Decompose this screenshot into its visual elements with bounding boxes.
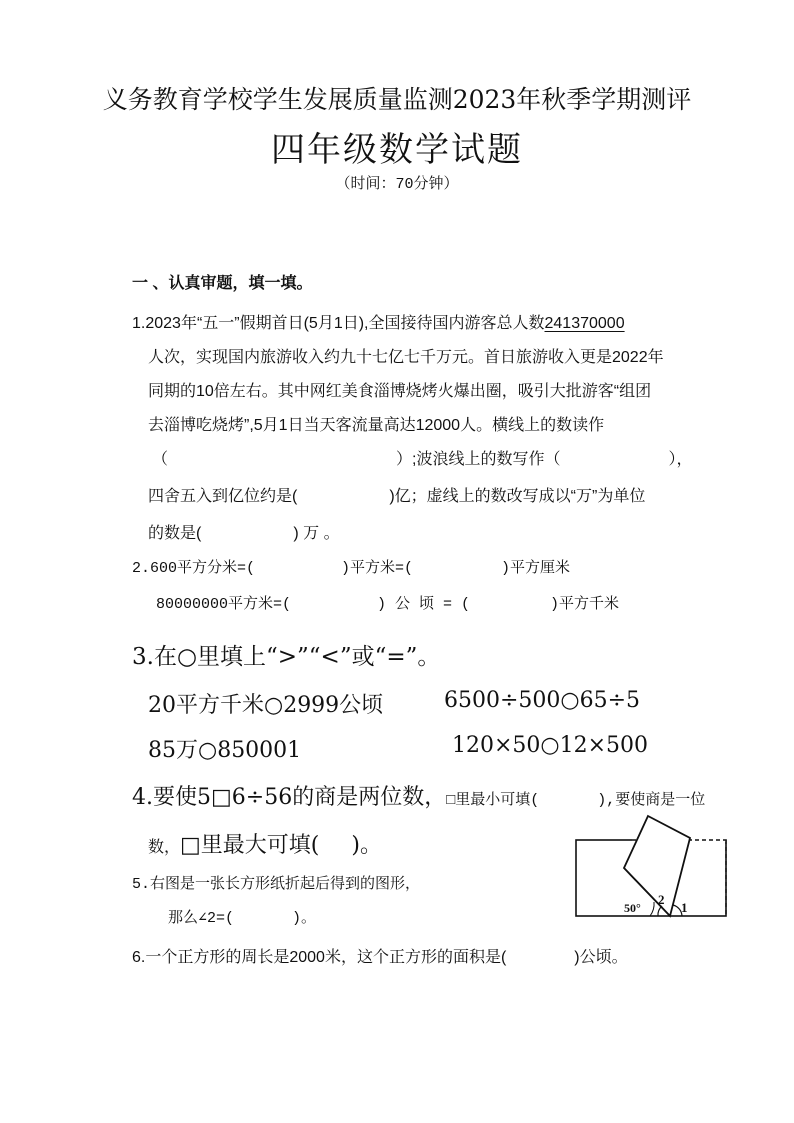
q2-text-b: )平方米=( bbox=[341, 560, 414, 577]
time-note: （时间：70分钟） bbox=[335, 176, 459, 193]
q4-line1 bbox=[132, 780, 705, 811]
q3-item-3[interactable]: 85万○850001 bbox=[148, 738, 302, 763]
q5-text-b: )。 bbox=[292, 910, 317, 927]
q1-close-paren: ）， bbox=[668, 451, 693, 468]
paper-title: 四年级数学试题 bbox=[271, 130, 523, 170]
q1-unit-text: )亿；虚线上的数改写成以“万”为单位 bbox=[389, 488, 646, 505]
q3-item-4[interactable]: 120×50○12×500 bbox=[452, 733, 649, 758]
q2-text-d: 80000000平方米=( bbox=[156, 596, 292, 613]
q6-text-a: 6.一个正方形的周长是2000米，这个正方形的面积是( bbox=[132, 949, 507, 966]
q4-text-b: □里最小可填( bbox=[446, 792, 540, 809]
q2-text-c: )平方厘米 bbox=[501, 560, 571, 577]
q5-line2 bbox=[168, 906, 316, 927]
q4-text-f: )。 bbox=[351, 833, 382, 858]
q3-item-1[interactable]: 20平方千米○2999公顷 bbox=[148, 693, 384, 718]
q2-line2 bbox=[156, 592, 619, 613]
q5-line1: 5.右图是一张长方形纸折起后得到的图形， bbox=[132, 876, 421, 893]
q1-wan-text: 的数是( bbox=[148, 525, 202, 542]
q4-text-e: □里最大可填( bbox=[180, 833, 320, 858]
q1-line3: 同期的10倍左右。其中网红美食淄博烧烤火爆出圈，吸引大批游客“组团 bbox=[148, 383, 652, 400]
q2-text-e: ) 公 顷 = ( bbox=[377, 596, 471, 613]
q2-text-a: 2.600平方分米=( bbox=[132, 560, 256, 577]
q2-line1 bbox=[132, 556, 570, 577]
q5-text-a: 那么∠2=( bbox=[168, 910, 235, 927]
q4-line2 bbox=[148, 828, 382, 859]
angle-50-label: 50° bbox=[624, 901, 641, 915]
q4-text-c: ),要使商是一位 bbox=[597, 792, 706, 809]
q1-wavy-text: ）;波浪线上的数写作（ bbox=[396, 451, 561, 468]
q1-line1 bbox=[132, 310, 625, 333]
q6-line1 bbox=[132, 944, 628, 967]
q3-title: 3.在○里填上“>”“<”或“=”。 bbox=[132, 644, 441, 670]
q2-text-f: )平方千米 bbox=[550, 596, 620, 613]
q4-text-d: 数， bbox=[148, 839, 181, 856]
q3-item-2[interactable]: 6500÷500○65÷5 bbox=[444, 688, 641, 713]
q1-line5 bbox=[152, 446, 692, 469]
folded-paper-diagram bbox=[572, 810, 732, 922]
q1-line7 bbox=[148, 520, 340, 543]
q6-text-b: )公顷。 bbox=[574, 949, 628, 966]
q1-wan-unit: ) 万 。 bbox=[293, 525, 340, 542]
q1-round-text: 四舍五入到亿位约是( bbox=[148, 488, 298, 505]
angle-2-label: 2 bbox=[658, 892, 665, 907]
q1-line4: 去淄博吃烧烤”,5月1日当天客流量高达12000人。横线上的数读作 bbox=[148, 417, 605, 434]
exam-header-title: 义务教育学校学生发展质量监测2023年秋季学期测评 bbox=[102, 85, 692, 114]
q1-open-paren: （ bbox=[152, 451, 169, 468]
angle-50-arc bbox=[650, 902, 654, 916]
section-heading: 一 、认真审题，填一填。 bbox=[132, 275, 313, 292]
q1-number-underlined: 241370000 bbox=[544, 315, 625, 332]
angle-1-label: 1 bbox=[681, 900, 688, 915]
q4-text-a: 4.要使5□6÷56的商是两位数， bbox=[132, 785, 447, 810]
q1-line1-text: 1.2023年“五一”假期首日(5月1日),全国接待国内游客总人数 bbox=[132, 315, 545, 332]
q1-line6 bbox=[148, 483, 645, 506]
q1-line2: 人次，实现国内旅游收入约九十七亿七千万元。首日旅游收入更是2022年 bbox=[148, 349, 664, 366]
